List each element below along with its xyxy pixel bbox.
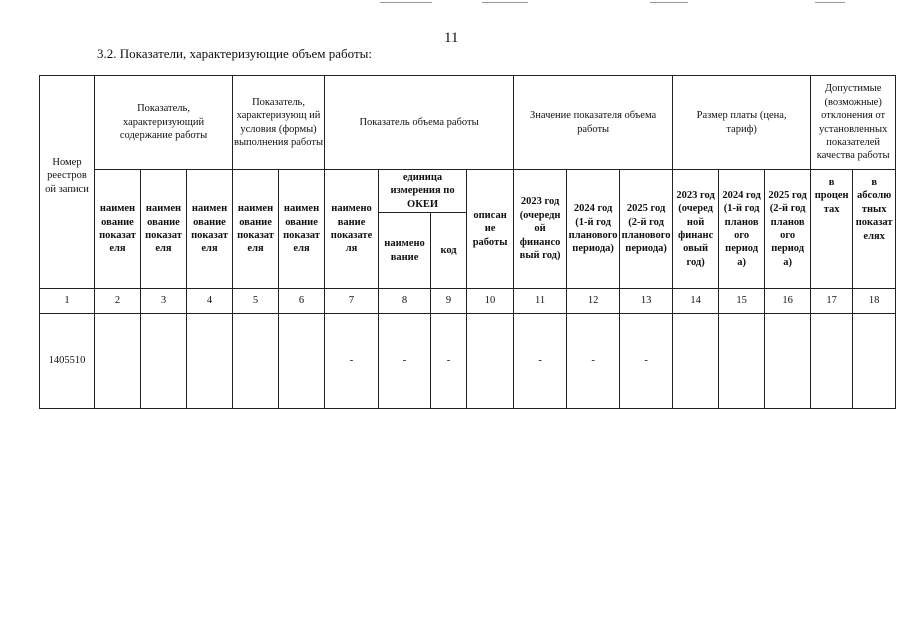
column-number: 6 bbox=[279, 289, 325, 314]
column-number: 2 bbox=[95, 289, 141, 314]
table-cell bbox=[811, 314, 853, 409]
header-value-2024: 2024 год (1-й год планового периода) bbox=[567, 170, 620, 289]
column-number: 17 bbox=[811, 289, 853, 314]
header-name-of-indicator-7: наимено вание показате ля bbox=[325, 170, 379, 289]
header-description: описан ие работы bbox=[467, 170, 514, 289]
header-name-of-indicator-3: наимен ование показат еля bbox=[141, 170, 187, 289]
header-condition-indicator: Показатель, характеризующ ий условия (формы) выполнения работы bbox=[233, 76, 325, 170]
header-registry-number: Номер реестров ой записи bbox=[40, 76, 95, 289]
header-okei-name: наимено вание bbox=[379, 213, 431, 289]
table-cell bbox=[673, 314, 719, 409]
column-number: 8 bbox=[379, 289, 431, 314]
column-number: 18 bbox=[853, 289, 896, 314]
column-number: 14 bbox=[673, 289, 719, 314]
header-payment-size: Размер платы (цена, тариф) bbox=[673, 76, 811, 170]
column-number: 15 bbox=[719, 289, 765, 314]
header-pay-2025: 2025 год (2-й год планов ого период а) bbox=[765, 170, 811, 289]
column-number: 10 bbox=[467, 289, 514, 314]
section-title: 3.2. Показатели, характеризующие объем работы: bbox=[97, 46, 372, 61]
header-name-of-indicator-6: наимен ование показат еля bbox=[279, 170, 325, 289]
column-number: 5 bbox=[233, 289, 279, 314]
table-cell bbox=[765, 314, 811, 409]
table-cell bbox=[279, 314, 325, 409]
table-cell bbox=[187, 314, 233, 409]
work-volume-table bbox=[39, 75, 896, 409]
column-number: 11 bbox=[514, 289, 567, 314]
table-cell bbox=[467, 314, 514, 409]
header-value-2025: 2025 год (2-й год планового периода) bbox=[620, 170, 673, 289]
page-number: 11 bbox=[444, 30, 459, 46]
table-cell bbox=[233, 314, 279, 409]
header-in-absolute: в абсолю тных показат елях bbox=[853, 170, 896, 289]
header-okei-code: код bbox=[431, 213, 467, 289]
column-number: 7 bbox=[325, 289, 379, 314]
header-okei-unit: единица измерения по ОКЕИ bbox=[379, 170, 467, 213]
column-number: 9 bbox=[431, 289, 467, 314]
table-cell: - bbox=[567, 314, 620, 409]
header-volume-value: Значение показателя объема работы bbox=[514, 76, 673, 170]
header-pay-2024: 2024 год (1-й год планов ого период а) bbox=[719, 170, 765, 289]
column-number: 13 bbox=[620, 289, 673, 314]
table-cell bbox=[853, 314, 896, 409]
table-cell bbox=[719, 314, 765, 409]
table-cell: - bbox=[379, 314, 431, 409]
column-number: 12 bbox=[567, 289, 620, 314]
table-cell bbox=[95, 314, 141, 409]
header-name-of-indicator-2: наимен ование показат еля bbox=[95, 170, 141, 289]
header-volume-indicator: Показатель объема работы bbox=[325, 76, 514, 170]
table-cell: - bbox=[325, 314, 379, 409]
header-name-of-indicator-4: наимен ование показат еля bbox=[187, 170, 233, 289]
header-value-2023: 2023 год (очередн ой финансо вый год) bbox=[514, 170, 567, 289]
table-cell: - bbox=[431, 314, 467, 409]
header-allowed-deviations: Допустимые (возможные) отклонения от установленных показателей качества работы bbox=[811, 76, 896, 170]
registry-number-cell: 1405510 bbox=[40, 314, 95, 409]
scan-top-marks bbox=[0, 0, 905, 8]
header-pay-2023: 2023 год (очеред ной финанс овый год) bbox=[673, 170, 719, 289]
table-row bbox=[40, 314, 896, 409]
table-cell: - bbox=[514, 314, 567, 409]
column-number: 16 bbox=[765, 289, 811, 314]
column-number: 4 bbox=[187, 289, 233, 314]
table-cell bbox=[141, 314, 187, 409]
header-content-indicator: Показатель, характеризующий содержание работы bbox=[95, 76, 233, 170]
column-number: 3 bbox=[141, 289, 187, 314]
table-cell: - bbox=[620, 314, 673, 409]
column-number: 1 bbox=[40, 289, 95, 314]
header-in-percent: в процен тах bbox=[811, 170, 853, 289]
header-name-of-indicator-5: наимен ование показат еля bbox=[233, 170, 279, 289]
